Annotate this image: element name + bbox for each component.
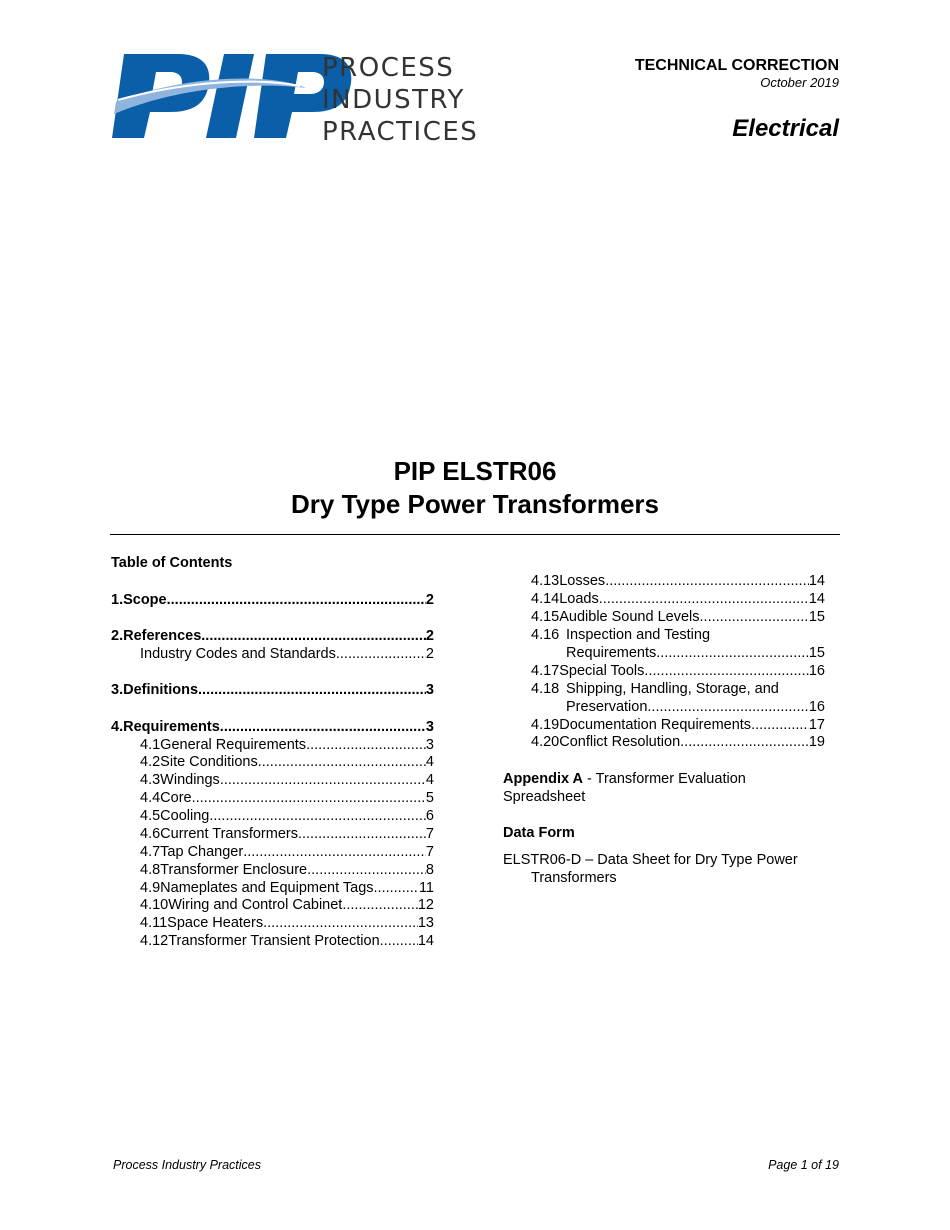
logo-word: INDUSTRY (322, 85, 465, 115)
toc-entry[interactable]: 4.19 Documentation Requirements ..... 17 (531, 716, 825, 734)
logo-letter-i (206, 54, 254, 138)
toc-entry[interactable]: 4.15 Audible Sound Levels ..... 15 (531, 608, 825, 626)
toc-entry[interactable]: 4.3 Windings ..... 4 (140, 771, 434, 789)
logo-word: PROCESS (322, 53, 455, 83)
data-form-entry-line2: Transformers (531, 870, 617, 886)
toc-entry[interactable]: 2. References ..... 2 (111, 627, 434, 645)
toc-entry-first-line[interactable]: 4.18 Shipping, Handling, Storage, and (531, 681, 779, 697)
appendix-entry[interactable]: Appendix A - Transformer Evaluation (503, 771, 746, 787)
toc-entry[interactable]: Preservation ..... 16 (566, 698, 825, 716)
toc-entry[interactable]: 4.14 Loads ..... 14 (531, 590, 825, 608)
footer-organization: Process Industry Practices (113, 1158, 261, 1172)
toc-entry[interactable]: 4.2 Site Conditions ..... 4 (140, 753, 434, 771)
toc-entry-first-line[interactable]: 4.16 Inspection and Testing (531, 627, 711, 643)
toc-entry[interactable]: 4.10 Wiring and Control Cabinet ..... 12 (140, 896, 434, 914)
toc-entry[interactable]: Requirements ..... 15 (566, 644, 825, 662)
document-name: Dry Type Power Transformers (291, 489, 659, 519)
discipline-label: Electrical (732, 115, 839, 142)
toc-entry[interactable]: 4.12 Transformer Transient Protection ..... 14 (140, 932, 434, 950)
data-form-heading: Data Form (503, 825, 575, 841)
toc-entry[interactable]: 4.4 Core ..... 5 (140, 789, 434, 807)
technical-correction-label: TECHNICAL CORRECTION (634, 57, 839, 74)
toc-entry[interactable]: 4. Requirements ..... 3 (111, 718, 434, 736)
toc-entry[interactable]: 4.7 Tap Changer ..... 7 (140, 843, 434, 861)
toc-entry[interactable]: 4.9 Nameplates and Equipment Tags ..... 11 (140, 879, 434, 897)
toc-entry[interactable]: 3. Definitions ..... 3 (111, 681, 434, 699)
appendix-entry-line2: Spreadsheet (503, 789, 586, 805)
logo-word: PRACTICES (322, 117, 479, 147)
toc-heading: Table of Contents (111, 555, 233, 571)
revision-date: October 2019 (760, 75, 839, 90)
toc-entry[interactable]: 1. Scope ..... 2 (111, 591, 434, 609)
title-divider (110, 534, 840, 535)
toc-entry[interactable]: 4.1 General Requirements ..... 3 (140, 736, 434, 754)
toc-entry[interactable]: 4.17 Special Tools ..... 16 (531, 662, 825, 680)
data-form-entry[interactable]: ELSTR06-D – Data Sheet for Dry Type Power (503, 852, 798, 868)
toc-entry[interactable]: 4.5 Cooling ..... 6 (140, 807, 434, 825)
document-number: PIP ELSTR06 (393, 456, 557, 486)
toc-entry[interactable]: 4.8 Transformer Enclosure ..... 8 (140, 861, 434, 879)
toc-entry[interactable]: 4.6 Current Transformers ..... 7 (140, 825, 434, 843)
toc-entry[interactable]: 4.13 Losses ..... 14 (531, 572, 825, 590)
toc-entry[interactable]: Industry Codes and Standards ..... 2 (140, 645, 434, 663)
document-title (0, 455, 950, 521)
toc-entry[interactable]: 4.11 Space Heaters ..... 13 (140, 914, 434, 932)
logo-wordmark (322, 52, 478, 148)
toc-entry[interactable]: 4.20 Conflict Resolution ..... 19 (531, 733, 825, 751)
page-number: Page 1 of 19 (768, 1158, 839, 1172)
